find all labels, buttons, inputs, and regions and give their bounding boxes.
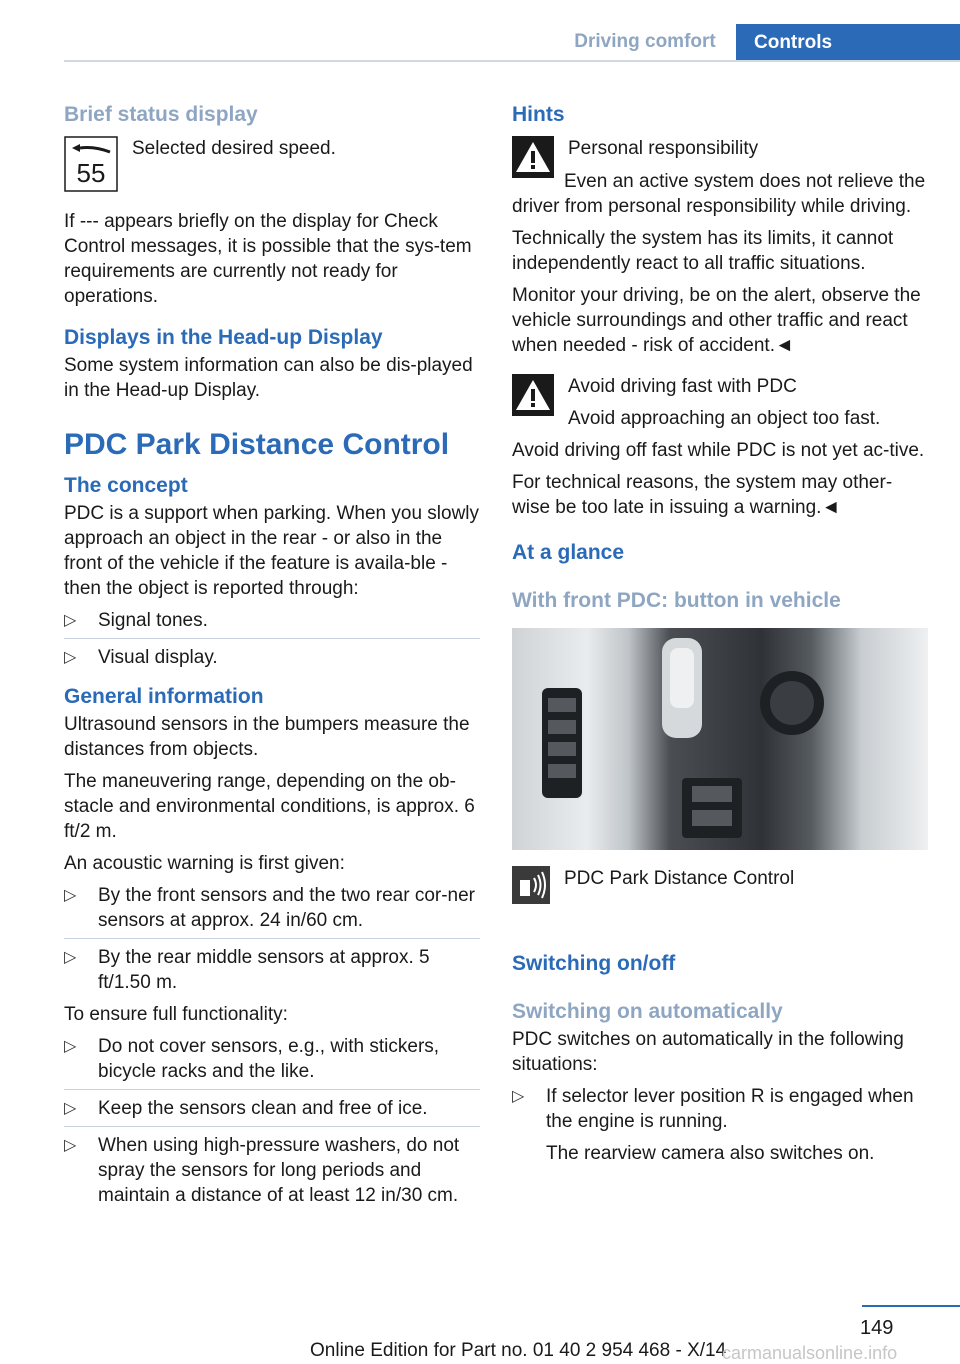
list-item <box>64 883 480 939</box>
list-item <box>64 645 480 670</box>
page-number: 149 <box>860 1317 894 1339</box>
warning-2-line: Avoid approaching an object too fast. <box>568 408 881 429</box>
warning-1-title: Personal responsibility <box>568 138 759 159</box>
warning-2-paragraph-2: Avoid driving off fast while PDC is not yet ac-tive. <box>512 440 925 461</box>
list-item-text: By the rear middle sensors at approx. 5 ft/1.50 m. <box>98 947 430 993</box>
switch-heading: Switching on/off <box>512 952 676 975</box>
concept-heading: The concept <box>64 474 188 497</box>
vehicle-console-photo <box>512 628 928 850</box>
brief-status-heading: Brief status display <box>64 103 258 126</box>
footer-edition: Online Edition for Part no. 01 40 2 954 468 - X/14 <box>310 1340 727 1361</box>
warning-block-2 <box>512 374 928 431</box>
list-item-text: Visual display. <box>98 647 218 668</box>
warning-2-title: Avoid driving fast with PDC <box>568 376 797 397</box>
hud-paragraph: Some system information can also be dis-played in the Head-up Display. <box>64 355 473 401</box>
warning-1-paragraph-3: Monitor your driving, be on the alert, observe the vehicle surroundings and other traffic and react when needed - risk of accident.◄ <box>512 285 921 356</box>
header-chapter-tab: Controls <box>736 24 960 62</box>
speed-display-icon <box>64 136 118 199</box>
hud-heading: Displays in the Head-up Display <box>64 326 383 349</box>
bullet-triangle-icon: ▷ <box>64 1137 77 1154</box>
brief-status-text: Selected desired speed. <box>132 138 336 159</box>
hints-heading: Hints <box>512 103 565 126</box>
list-item <box>64 608 480 639</box>
pdc-button-label: PDC Park Distance Control <box>564 868 795 889</box>
glance-heading: At a glance <box>512 541 625 564</box>
list-item <box>64 1034 480 1090</box>
list-item-text: When using high-pressure washers, do not spray the sensors for long periods and maintain a distance of at least 12 in/30 cm. <box>98 1135 460 1206</box>
list-item <box>64 945 480 995</box>
brief-status-paragraph: If --- appears briefly on the display for Check Control messages, it is possible that the sys-tem requirements are currently not ready for operations. <box>64 211 472 307</box>
list-item-text: If selector lever position R is engaged when the engine is running. <box>546 1086 914 1132</box>
warning-1-paragraph-2: Technically the system has its limits, it cannot independently react to all traffic situations. <box>512 228 894 274</box>
brief-status-row <box>64 136 480 199</box>
pdc-button-row <box>512 866 928 911</box>
footer-rule <box>862 1305 960 1307</box>
bullet-triangle-icon: ▷ <box>64 949 77 966</box>
list-item-text: Do not cover sensors, e.g., with stickers, bicycle racks and the like. <box>98 1036 440 1082</box>
general-heading: General information <box>64 685 264 708</box>
warning-list <box>64 883 480 995</box>
warning-triangle-icon <box>512 136 554 185</box>
header-section-tab: Driving comfort <box>574 31 716 52</box>
bullet-triangle-icon: ▷ <box>64 612 77 629</box>
concept-list <box>64 608 480 670</box>
ensure-paragraph: To ensure full functionality: <box>64 1004 288 1025</box>
ensure-list <box>64 1034 480 1208</box>
list-item-subtext: The rearview camera also switches on. <box>546 1143 875 1164</box>
front-pdc-heading: With front PDC: button in vehicle <box>512 589 841 612</box>
general-paragraph-3: An acoustic warning is first given: <box>64 853 345 874</box>
auto-heading: Switching on automatically <box>512 1000 783 1023</box>
bullet-triangle-icon: ▷ <box>64 1100 77 1117</box>
list-item-text: Signal tones. <box>98 610 208 631</box>
warning-1-line: Even an active system does not relieve the driver from personal responsibility while driving. <box>512 171 926 217</box>
bullet-triangle-icon: ▷ <box>64 649 77 666</box>
watermark: carmanualsonline.info <box>722 1343 898 1363</box>
auto-paragraph: PDC switches on automatically in the following situations: <box>512 1029 904 1075</box>
list-item-text: By the front sensors and the two rear cor-ner sensors at approx. 24 in/60 cm. <box>98 885 476 931</box>
list-item <box>64 1133 480 1208</box>
pdc-button-icon <box>512 866 550 911</box>
general-paragraph-1: Ultrasound sensors in the bumpers measure the distances from objects. <box>64 714 470 760</box>
general-paragraph-2: The maneuvering range, depending on the ob-stacle and environmental conditions, is approx. 6 ft/2 m. <box>64 771 475 842</box>
warning-triangle-icon <box>512 374 554 423</box>
auto-list <box>512 1084 928 1166</box>
header-rule <box>64 60 960 62</box>
speed-number: 55 <box>76 158 106 188</box>
list-item-text: Keep the sensors clean and free of ice. <box>98 1098 428 1119</box>
list-item <box>64 1096 480 1127</box>
list-item <box>512 1084 928 1166</box>
pdc-title: PDC Park Distance Control <box>64 428 450 461</box>
bullet-triangle-icon: ▷ <box>64 887 77 904</box>
left-column <box>64 100 480 1208</box>
bullet-triangle-icon: ▷ <box>64 1038 77 1055</box>
right-column <box>512 100 928 1166</box>
concept-paragraph: PDC is a support when parking. When you slowly approach an object in the rear - or also in the front of the vehicle if the feature is availa-ble - then the object is reported through: <box>64 503 480 599</box>
warning-2-paragraph-3: For technical reasons, the system may other-wise be too late in issuing a warning.◄ <box>512 472 893 518</box>
bullet-triangle-icon: ▷ <box>512 1088 525 1105</box>
